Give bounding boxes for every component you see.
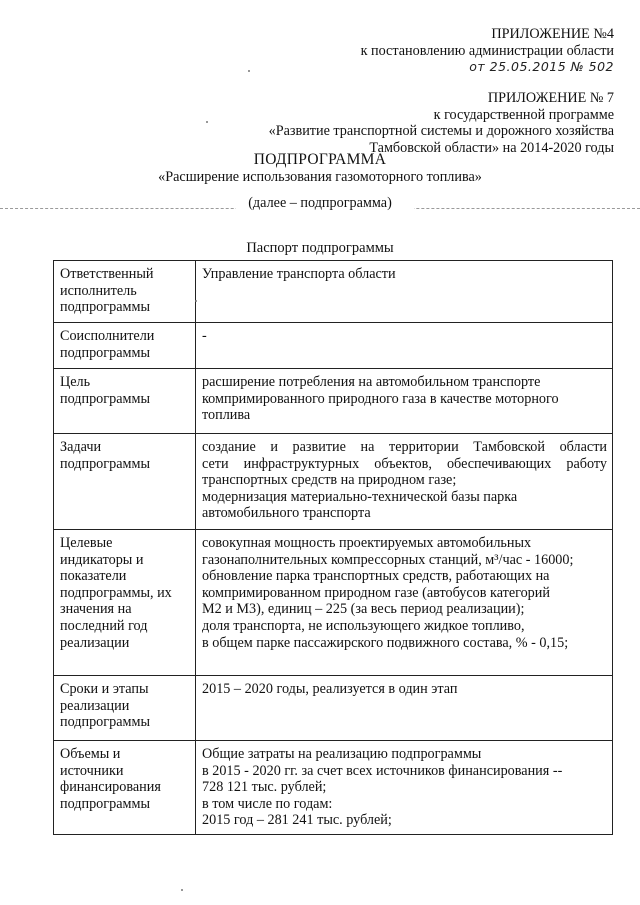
label-line: Цель xyxy=(60,374,91,390)
label-line: реализации xyxy=(60,634,130,651)
row-label xyxy=(54,261,196,323)
value-line: доля транспорта, не использующего жидкое топливо, xyxy=(202,617,525,634)
subprogram-title-block xyxy=(0,152,640,185)
table-row xyxy=(54,530,613,676)
label-line: значения на xyxy=(60,601,132,618)
label-line: финансирования xyxy=(60,779,161,796)
row-value xyxy=(196,676,613,741)
label-line: исполнитель xyxy=(60,282,137,299)
scan-speck xyxy=(195,300,197,302)
value-line: транспортных средств на природном газе; xyxy=(202,472,457,489)
value-line: М2 и М3), единиц – 225 (за весь период реализации); xyxy=(202,601,525,618)
label-line: подпрограммы xyxy=(60,299,150,316)
row-value xyxy=(196,741,613,835)
subprogram-note: (далее – подпрограмма) xyxy=(248,195,392,211)
value-line: газонаполнительных компрессорных станций, м³/час - 16000; xyxy=(202,551,574,568)
annex-4-subtitle: к постановлению администрации области xyxy=(360,42,614,59)
value-line: Общие затраты на реализацию подпрограммы xyxy=(202,746,482,762)
value-line: в 2015 - 2020 гг. за счет всех источников финансирования -- xyxy=(202,762,563,779)
row-value xyxy=(196,323,613,369)
value-line: в общем парке пассажирского подвижного состава, % - 0,15; xyxy=(202,634,569,651)
row-label xyxy=(54,369,196,434)
table-row xyxy=(54,741,613,835)
value-line: обновление парка транспортных средств, работающих на xyxy=(202,568,550,585)
annex-7-line-2: к государственной программе xyxy=(433,106,614,123)
row-label xyxy=(54,676,196,741)
scan-speck xyxy=(181,889,183,891)
annex-7-line-3: «Развитие транспортной системы и дорожного хозяйства xyxy=(268,123,614,140)
table-row xyxy=(54,369,613,434)
row-value xyxy=(196,369,613,434)
value-line: топлива xyxy=(202,407,251,424)
annex-4-header xyxy=(361,26,614,76)
value-line: 728 121 тыс. рублей; xyxy=(202,779,327,796)
value-line: компримированного природного газа в качестве моторного xyxy=(202,390,559,407)
annex-4-title: ПРИЛОЖЕНИЕ №4 xyxy=(491,26,614,42)
subprogram-heading: ПОДПРОГРАММА xyxy=(253,151,387,168)
row-label xyxy=(54,530,196,676)
value-line: совокупная мощность проектируемых автомобильных xyxy=(202,535,532,551)
label-line: подпрограммы xyxy=(60,455,150,472)
passport-title: Паспорт подпрограммы xyxy=(246,240,394,256)
subprogram-note-block xyxy=(0,195,640,212)
label-line: Задачи xyxy=(60,439,102,455)
label-line: Сроки и этапы xyxy=(60,681,149,697)
value-line: - xyxy=(202,328,207,344)
value-line: сети инфраструктурных объектов, обеспечивающих работу xyxy=(202,455,607,472)
handwritten-date-number: от 25.05.2015 № 502 xyxy=(469,59,614,75)
row-label xyxy=(54,741,196,835)
row-value xyxy=(196,261,613,323)
value-line: расширение потребления на автомобильном транспорте xyxy=(202,374,541,390)
row-label xyxy=(54,434,196,530)
value-line: создание и развитие на территории Тамбовской области xyxy=(202,439,607,455)
label-line: Соисполнители xyxy=(60,328,155,344)
row-label xyxy=(54,323,196,369)
row-value xyxy=(196,434,613,530)
label-line: Ответственный xyxy=(60,266,154,282)
label-line: подпрограммы xyxy=(60,795,150,812)
row-value xyxy=(196,530,613,676)
label-line: Объемы и xyxy=(60,746,121,762)
label-line: подпрограммы xyxy=(60,344,150,361)
value-line: автомобильного транспорта xyxy=(202,505,371,522)
label-line: индикаторы и xyxy=(60,551,144,568)
annex-7-title: ПРИЛОЖЕНИЕ № 7 xyxy=(487,90,614,106)
value-line: 2015 год – 281 241 тыс. рублей; xyxy=(202,812,392,829)
scan-speck xyxy=(248,70,250,72)
value-line: Управление транспорта области xyxy=(202,266,396,282)
value-line: компримированном природном газе (автобусов категорий xyxy=(202,584,550,601)
label-line: показатели xyxy=(60,568,127,585)
table-row xyxy=(54,323,613,369)
label-line: реализации xyxy=(60,697,130,714)
annex-7-line-4: Тамбовской области» на 2014-2020 годы xyxy=(369,139,614,156)
annex-7-header xyxy=(269,90,614,156)
table-row xyxy=(54,261,613,323)
label-line: подпрограммы, их xyxy=(60,584,172,601)
value-line: в том числе по годам: xyxy=(202,795,333,812)
label-line: последний год xyxy=(60,617,148,634)
label-line: подпрограммы xyxy=(60,714,150,731)
label-line: Целевые xyxy=(60,535,113,551)
label-line: источники xyxy=(60,762,124,779)
table-row xyxy=(54,434,613,530)
value-line: 2015 – 2020 годы, реализуется в один этап xyxy=(202,681,458,697)
passport-table xyxy=(53,260,613,835)
scan-speck xyxy=(206,121,208,123)
table-row xyxy=(54,676,613,741)
label-line: подпрограммы xyxy=(60,390,150,407)
value-line: модернизация материально-технической базы парка xyxy=(202,488,518,505)
subprogram-name: «Расширение использования газомоторного топлива» xyxy=(158,168,482,185)
